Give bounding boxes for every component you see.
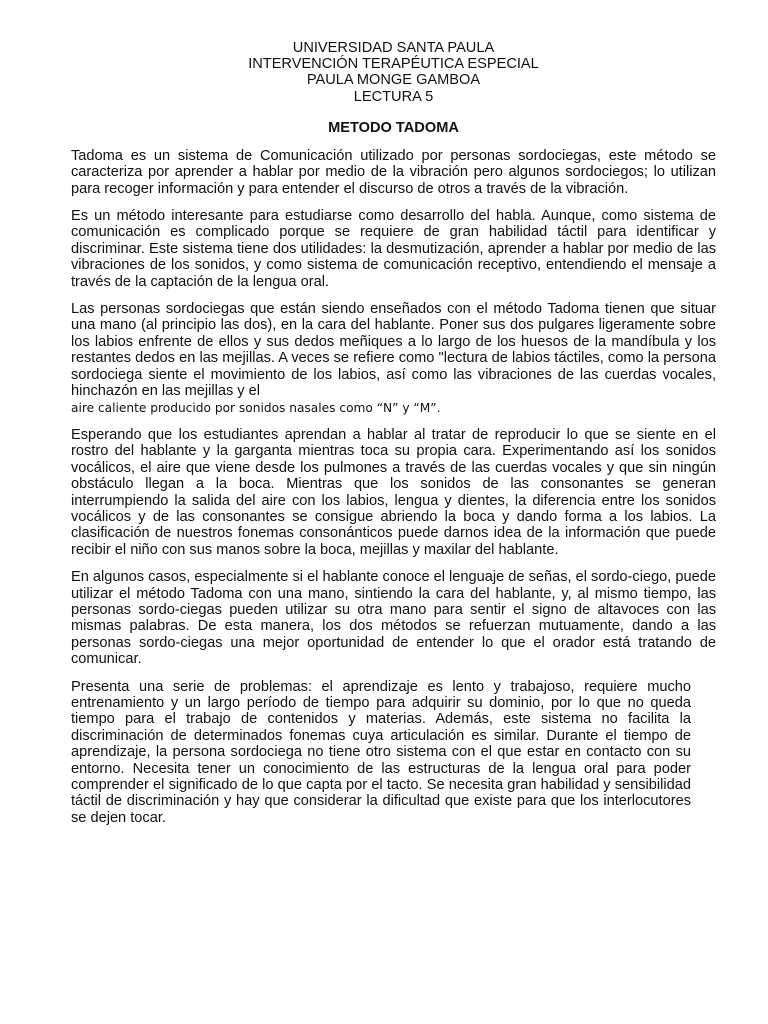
paragraph-1: Tadoma es un sistema de Comunicación utilizado por personas sordociegas, este método se caracteriza por aprender a hablar por medio de la vibración pero algunos sordociegos; lo utilizan para recoger información y para entender el discurso de otros a través de la vibración. (71, 147, 716, 197)
header-lecture: LECTURA 5 (353, 88, 434, 105)
paragraph-3 (71, 301, 716, 416)
header-university: UNIVERSIDAD SANTA PAULA (292, 40, 495, 56)
paragraph-4: Esperando que los estudiantes aprendan a hablar al tratar de reproducir lo que se siente en el rostro del hablante y la garganta mientras toca su propia cara. Experimentando así los sonidos vocálicos, el aire que viene desde los pulmones a través de las cuerdas vocales y que sin ningún obstáculo llegan a la boca. Mientras que los sonidos de las consonantes se generan interrumpiendo la salida del aire con los labios, lengua y dientes, la diferencia entre los sonidos vocálicos y de las consonantes se consigue abriendo la boca y dando forma a los labios. La clasificación de nuestros fonemas consonánticos puede darnos idea de la información que puede recibir el niño con sus manos sobre la boca, mejillas y maxilar del hablante. (71, 426, 716, 558)
paragraph-5: En algunos casos, especialmente si el hablante conoce el lenguaje de señas, el sordo-ciego, puede utilizar el método Tadoma con una mano, sintiendo la cara del hablante, y, al mismo tiempo, las personas sordo-ciegas pueden utilizar su otra mano para sentir el signo de altavoces con las mismas palabras. De esta manera, los dos métodos se refuerzan mutuamente, dando a las personas sordo-ciegas una mejor oportunidad de entender lo que el orador está tratando de comunicar. (71, 569, 716, 668)
header-author: PAULA MONGE GAMBOA (306, 72, 481, 89)
document-page (71, 40, 716, 837)
paragraph-3-tail: aire caliente producido por sonidos nasales como “N” y “M”. (71, 400, 441, 415)
paragraph-3-main: Las personas sordociegas que están siendo enseñados con el método Tadoma tienen que situar una mano (al principio las dos), en la cara del hablante. Poner sus dos pulgares ligeramente sobre los labios enfrente de ellos y sus dedos meñiques a lo largo de los huesos de la mandíbula y los restantes dedos en las mejillas. A veces se refiere como "lectura de labios táctiles, como la persona sordociega siente el movimiento de los labios, así como las vibraciones de las cuerdas vocales, hinchazón en las mejillas y el (71, 301, 716, 400)
paragraph-2: Es un método interesante para estudiarse como desarrollo del habla. Aunque, como sistema de comunicación es complicado porque se requiere de gran habilidad táctil para identificar y discriminar. Este sistema tiene dos utilidades: la desmutización, aprender a hablar por medio de las vibraciones de los sonidos, y como sistema de comunicación receptivo, entendiendo el mensaje a través de la captación de la lengua oral. (71, 208, 716, 290)
header-course: INTERVENCIÓN TERAPÉUTICA ESPECIAL (248, 56, 539, 73)
document-header (71, 40, 716, 105)
document-title: METODO TADOMA (328, 119, 459, 136)
paragraph-6: Presenta una serie de problemas: el aprendizaje es lento y trabajoso, requiere mucho entrenamiento y un largo período de tiempo para adquirir su dominio, por lo que no queda tiempo para el trabajo de contenidos y materias. Además, este sistema no facilita la discriminación de determinados fonemas cuya articulación es similar. Durante el tiempo de aprendizaje, la persona sordociega no tiene otro sistema con el que estar en contacto con su entorno. Necesita tener un conocimiento de las estructuras de la lengua oral para poder comprender el significado de lo que capta por el tacto. Se necesita gran habilidad y sensibilidad táctil de discriminación y hay que considerar la dificultad que existe para que los interlocutores se dejen tocar. (71, 678, 691, 826)
